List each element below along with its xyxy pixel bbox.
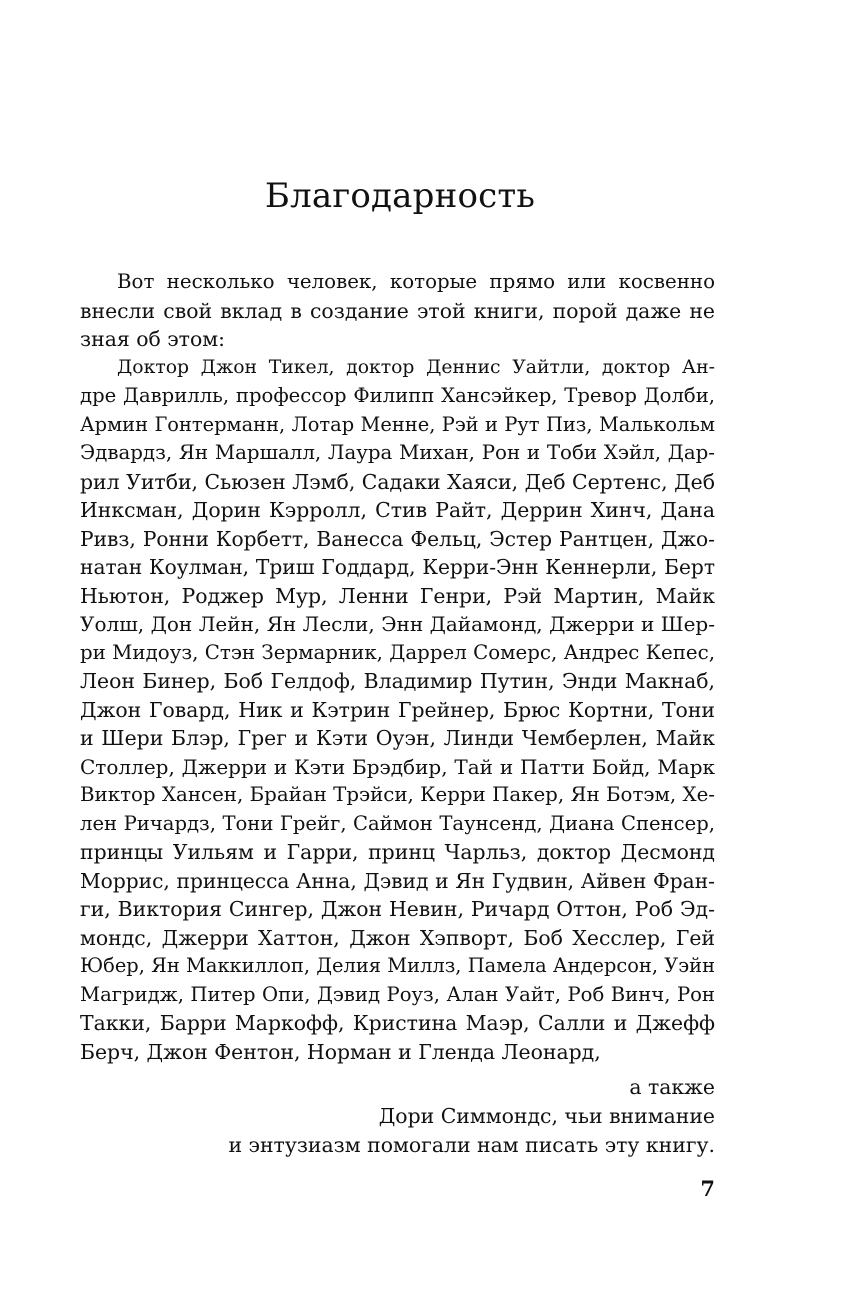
text-line: Уолш, Дон Лейн, Ян Лесли, Энн Дайамонд, Джерри и Шер- [80, 612, 715, 636]
closing-dedication [80, 1073, 715, 1160]
text-line: и Шери Блэр, Грег и Кэти Оуэн, Линди Чемберлен, Майк [80, 726, 715, 750]
intro-paragraph [80, 268, 715, 354]
text-line: лен Ричардз, Тони Грейг, Саймон Таунсенд, Диана Спенсер, [80, 811, 715, 835]
text-line: Юбер, Ян Маккиллоп, Делия Миллз, Памела Андерсон, Уэйн [80, 954, 715, 977]
text-line: Берч, Джон Фентон, Норман и Гленда Леонард, [80, 1039, 601, 1064]
text-line: ри Мидоуз, Стэн Зермарник, Даррел Сомерс, Андрес Кепес, [80, 640, 715, 664]
text-line: Виктор Хансен, Брайан Трэйси, Керри Пакер, Ян Ботэм, Хе- [80, 783, 715, 806]
text-line: Армин Гонтерманн, Лотар Менне, Рэй и Рут Пиз, Малькольм [80, 412, 715, 436]
text-line: внесли свой вклад в создание этой книги, порой даже не [80, 298, 715, 323]
text-line: натан Коулман, Триш Годдард, Керри-Энн Кеннерли, Берт [80, 555, 715, 579]
text-line: зная об этом: [80, 327, 225, 351]
page-number: 7 [700, 1176, 715, 1201]
text-line: Магридж, Питер Опи, Дэвид Роуз, Алан Уайт, Роб Винч, Рон [80, 982, 715, 1006]
text-line: Эдвардз, Ян Маршалл, Лаура Михан, Рон и Тоби Хэйл, Дар- [80, 441, 715, 464]
text-line: Такки, Барри Маркофф, Кристина Маэр, Салли и Джефф [80, 1011, 715, 1035]
text-line: Моррис, принцесса Анна, Дэвид и Ян Гудвин, Айвен Фран- [80, 868, 715, 893]
text-line: Вот несколько человек, которые прямо или косвенно [117, 270, 715, 293]
closing-line: и энтузиазм помогали нам писать эту книгу. [228, 1133, 715, 1157]
closing-line: а также [629, 1075, 715, 1099]
text-line: ги, Виктория Сингер, Джон Невин, Ричард Оттон, Роб Эд- [80, 897, 715, 921]
names-paragraph [80, 354, 715, 1067]
text-line: Доктор Джон Тикел, доктор Деннис Уайтли, доктор Ан- [117, 356, 715, 378]
text-line: Инксман, Дорин Кэрролл, Стив Райт, Деррин Хинч, Дана [80, 498, 715, 522]
acknowledgements-body [80, 268, 715, 1066]
text-line: дре Даврилль, профессор Филипп Хансэйкер, Тревор Долби, [80, 384, 715, 407]
text-line: мондс, Джерри Хаттон, Джон Хэпворт, Боб Хесслер, Гей [80, 925, 715, 950]
text-line: Ньютон, Роджер Мур, Ленни Генри, Рэй Мартин, Майк [80, 583, 715, 608]
text-line: Джон Говард, Ник и Кэтрин Грейнер, Брюс Кортни, Тони [80, 697, 715, 722]
text-line: Леон Бинер, Боб Гелдоф, Владимир Путин, Энди Макнаб, [80, 669, 715, 693]
closing-line: Дори Симмондс, чьи внимание [378, 1104, 715, 1128]
text-line: Ривз, Ронни Корбетт, Ванесса Фельц, Эстер Рантцен, Джо- [80, 526, 715, 551]
text-line: Столлер, Джерри и Кэти Брэдбир, Тай и Патти Бойд, Марк [80, 754, 715, 779]
text-line: рил Уитби, Сьюзен Лэмб, Садаки Хаяси, Деб Сертенс, Деб [80, 469, 715, 494]
text-line: принцы Уильям и Гарри, принц Чарльз, доктор Десмонд [80, 840, 715, 864]
page-title: Благодарность [264, 176, 536, 216]
